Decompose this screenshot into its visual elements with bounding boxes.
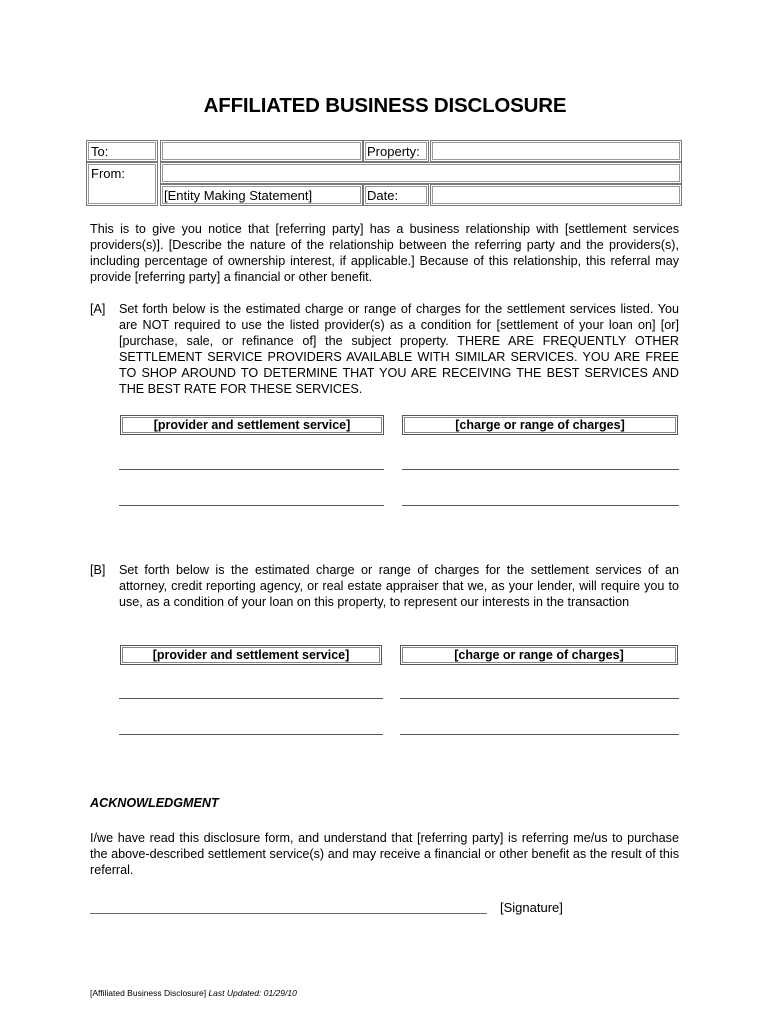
- section-b-text: Set forth below is the estimated charge or range of charges for the settlement services of an attorney, credit reporting agency, or real estate appraiser that we, as your lender, will require you to use, as a condition of your loan on this property, to represent our interests in the transaction: [119, 563, 679, 609]
- section-b-provider-line-1[interactable]: [119, 698, 383, 699]
- property-label: Property:: [367, 144, 420, 159]
- acknowledgment-text: I/we have read this disclosure form, and understand that [referring party] is referring me/us to purchase the above-described settlement service(s) and may receive a financial or other benefit as the result of this referral.: [90, 831, 679, 877]
- section-a-charge-line-2[interactable]: [402, 505, 679, 506]
- section-b-charge-line-1[interactable]: [400, 698, 679, 699]
- signature-label: [Signature]: [500, 900, 563, 915]
- section-b-provider-line-2[interactable]: [119, 734, 383, 735]
- entity-label: [Entity Making Statement]: [164, 188, 313, 203]
- section-a-provider-line-1[interactable]: [119, 469, 384, 470]
- footer: [90, 988, 297, 998]
- section-a-charge-line-1[interactable]: [402, 469, 679, 470]
- section-a-provider-line-2[interactable]: [119, 505, 384, 506]
- section-a-charge-header: [charge or range of charges]: [402, 415, 678, 435]
- footer-doc-name: [Affiliated Business Disclosure]: [90, 988, 207, 998]
- date-label: Date:: [367, 188, 399, 203]
- from-label: From:: [91, 166, 125, 181]
- date-field[interactable]: [430, 184, 682, 206]
- section-a-provider-header: [provider and settlement service]: [120, 415, 384, 435]
- to-field[interactable]: [160, 140, 363, 162]
- section-a-tag: [A]: [90, 302, 106, 316]
- footer-updated: Last Updated: 01/29/10: [208, 988, 297, 998]
- section-a-text: Set forth below is the estimated charge or range of charges for the settlement services listed. You are NOT required to use the listed provider(s) as a condition for [settlement of your loan on] [or] [purchase, sale, or refinance of] the subject property. THERE ARE FREQUENTLY OTHER SETTLEMENT SERVICE PROVIDERS AVAILABLE WITH SIMILAR SERVICES. YOU ARE FREE TO SHOP AROUND TO DETERMINE THAT YOU ARE RECEIVING THE BEST SERVICES AND THE BEST RATE FOR THESE SERVICES.: [119, 302, 679, 396]
- section-b-charge-line-2[interactable]: [400, 734, 679, 735]
- to-label: To:: [91, 144, 109, 159]
- signature-line[interactable]: [90, 913, 487, 914]
- section-b-tag: [B]: [90, 563, 106, 577]
- intro-paragraph: This is to give you notice that [referring party] has a business relationship with [settlement services providers(s)]. [Describe the nature of the relationship between the referring party and the providers(s), including percentage of ownership interest, if applicable.] Because of this relationship, this referral may provide [referring party] a financial or other benefit.: [90, 222, 679, 284]
- property-field[interactable]: [430, 140, 682, 162]
- section-b-provider-header: [provider and settlement service]: [120, 645, 382, 665]
- acknowledgment-heading: ACKNOWLEDGMENT: [90, 796, 219, 810]
- page-title: AFFILIATED BUSINESS DISCLOSURE: [203, 94, 567, 117]
- section-b-charge-header: [charge or range of charges]: [400, 645, 678, 665]
- from-field[interactable]: [160, 162, 682, 184]
